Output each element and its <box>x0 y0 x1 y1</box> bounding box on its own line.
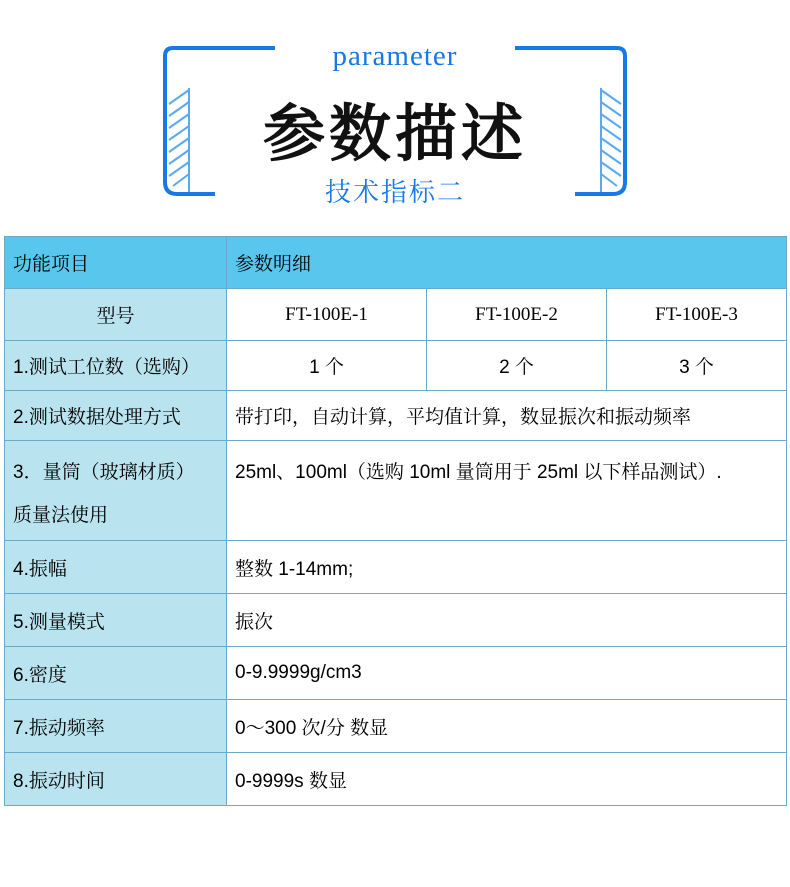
row-label-4: 4.振幅 <box>5 541 227 594</box>
row-value-4: 整数 1-14mm; <box>227 541 787 594</box>
row-value-2: 带打印，自动计算，平均值计算，数显振次和振动频率 <box>227 391 787 441</box>
row-label-5: 5.测量模式 <box>5 594 227 647</box>
row-label-3 <box>5 441 227 541</box>
table-header-value: 参数明细 <box>227 237 787 289</box>
row-label-7: 7.振动频率 <box>5 700 227 753</box>
table-row <box>5 647 787 700</box>
model-label: 型号 <box>5 289 227 341</box>
table-row <box>5 541 787 594</box>
station-label: 1.测试工位数（选购） <box>5 341 227 391</box>
row-label-6: 6.密度 <box>5 647 227 700</box>
row-value-7: 0～300 次/分 数显 <box>227 700 787 753</box>
table-header-label: 功能项目 <box>5 237 227 289</box>
station-value-3: 3 个 <box>607 341 787 391</box>
table-row <box>5 753 787 806</box>
table-row <box>5 237 787 289</box>
table-row <box>5 289 787 341</box>
row-value-8: 0-9999s 数显 <box>227 753 787 806</box>
row-label-3-line1: 3．量筒（玻璃材质） <box>13 462 195 483</box>
model-value-2: FT-100E-2 <box>427 289 607 341</box>
row-value-6: 0-9.9999g/cm3 <box>227 647 787 700</box>
model-value-1: FT-100E-1 <box>227 289 427 341</box>
header-english-title: parameter <box>332 40 458 72</box>
table-row <box>5 700 787 753</box>
page-header <box>0 0 790 222</box>
row-value-3: 25ml、100ml（选购 10ml 量筒用于 25ml 以下样品测试）. <box>227 441 787 541</box>
row-label-3-line2: 质量法使用 <box>13 505 109 526</box>
table-row <box>5 391 787 441</box>
model-value-3: FT-100E-3 <box>607 289 787 341</box>
spec-table-wrapper <box>4 236 786 806</box>
table-row <box>5 594 787 647</box>
table-row <box>5 341 787 391</box>
row-label-8: 8.振动时间 <box>5 753 227 806</box>
spec-table <box>4 236 787 806</box>
station-value-2: 2 个 <box>427 341 607 391</box>
row-label-2: 2.测试数据处理方式 <box>5 391 227 441</box>
station-value-1: 1 个 <box>227 341 427 391</box>
page-title: 参数描述 <box>262 100 527 169</box>
table-row <box>5 441 787 541</box>
row-value-5: 振次 <box>227 594 787 647</box>
header-subtitle: 技术指标二 <box>324 177 465 207</box>
